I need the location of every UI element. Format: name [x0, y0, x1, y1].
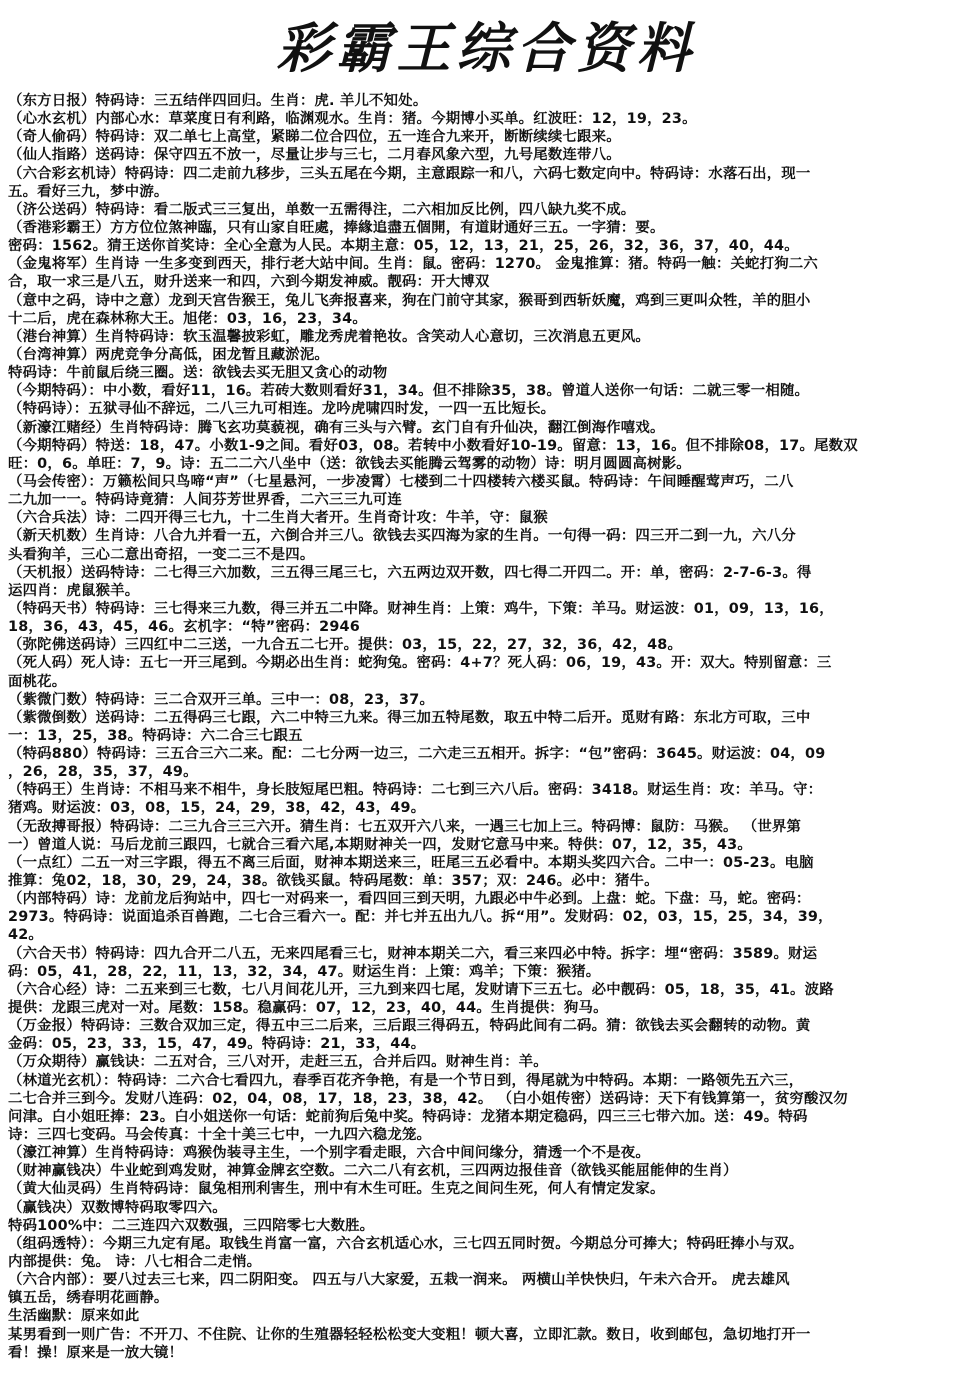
- text-line: （一点红）二五一对三字跟，得五不离三后面，财神本期送来三，旺尾三五必看中。本期头奖四六合。二中一：05-23。电脑: [8, 854, 814, 871]
- text-line: 推算：兔02，18，30，29，24，38。欲钱买鼠。特码尾数：单：357；双：246。必中：猪牛。: [8, 873, 659, 890]
- text-line: 看！操！原来是一放大镜！: [8, 1344, 184, 1361]
- text-line: （濠江神算）生肖特码诗：鸡猴伪装寻主生，一个别字看走眼，六合中间问缘分，猜透一个不是夜。: [8, 1145, 650, 1162]
- text-line: （林道光玄机）：特码诗：二六合七看四九，春季百花齐争艳，有是一个节日到，得尾就为中特码。本期：一路领先五六三，: [8, 1072, 804, 1089]
- text-line: （组码透特）：今期三九定有尾。取钱生肖富一富，六合玄机适心水，三七四五同时贺。今期总分可捧大；特码旺捧小与双。: [8, 1235, 804, 1252]
- text-line: （奇人偷码）特码诗：双二单七上高堂，紧睇二位合四位，五一连合九来开，断断续续七跟来。: [8, 129, 621, 146]
- text-line: （仙人指路）送码诗：保守四五不放一，尽量让步与三七，二月春风象六型，九号尾数连带八。: [8, 147, 621, 164]
- text-line: （今期特码）：中小数，看好11，16。若砖大数则看好31，34。但不排除35，38。曾道人送你一句话：二就三零一相随。: [8, 383, 810, 400]
- text-line: 二九加一一。特码诗竟猜：人间芬芳世界香，二六三三九可连: [8, 492, 402, 509]
- text-line: （心水玄机）内部心水：草菜度日有利路，临渊观水。生肖：猪。今期博小买单。红波旺：12，19，23。: [8, 111, 697, 128]
- text-line: （特码天书）特码诗：三七得来三九数，得三并五二中降。财神生肖：上策：鸡牛，下策：羊马。财运波：01，09，13，16，: [8, 600, 834, 617]
- text-content: [8, 92, 963, 1362]
- text-line: （无敌搏哥报）特码诗：二三九合三三六开。猜生肖：七五双开六八来，一遇三七加上三。特码博：鼠防：马猴。 （世界第: [8, 818, 802, 835]
- text-line: 二七合并三到今。发财八连码：02，04，08，17，18，23，38，42。 （白小姐传密）送码诗：天下有钱算第一，贫穷酸汉勿: [8, 1090, 848, 1107]
- text-line: （新天机数）生肖诗：八合九并看一五，六倒合并三八。欲钱去买四海为家的生肖。一句得一码：四三开二到一九，六八分: [8, 528, 796, 545]
- text-line: 42。: [8, 927, 44, 944]
- text-line: （内部特码）诗：龙前龙后狗站中，四七一对码来一，看四回三到天明，九跟必中牛必到。上盘：蛇。下盘：马，蛇。密码：: [8, 891, 811, 908]
- text-line: （东方日报）特码诗：三五结伴四回归。生肖：虎. 羊儿不知处。: [8, 93, 428, 109]
- text-line: （今期特码）特送：18，47。小数1-9之间。看好03，08。若转中小数看好10-19。留意：13，16。但不排除08，17。尾数双: [8, 437, 858, 454]
- text-line: 特码100%中：二三连四六双数强，三四陪零七大数胜。: [8, 1217, 375, 1234]
- text-line: （死人码）死人诗：五七一开三尾到。今期必出生肖：蛇狗兔。密码：4+7？死人码：06，19，43。开：双大。特别留意：三: [8, 655, 832, 672]
- text-line: 2973。特码诗：说面追杀百兽跑，二七合三看六一。配：并七并五出九八。拆“用”。发财码：02，03，15，25，34，39，: [8, 909, 833, 926]
- text-line: 猪鸡。财运波：03，08，15，24，29，38，42，43，49。: [8, 800, 426, 817]
- text-line: （香港彩霸王）方方位位煞神臨，只有山家自旺處，捧緣追盡五個開，有道財通好三五。一字猜：要。: [8, 219, 665, 236]
- text-line: （六合天书）特码诗：四九合开二八五，无来四尾看三七，财神本期关二六，看三来四必中特。拆字：埋“密码：3589。财运: [8, 945, 818, 962]
- text-line: 码：05，41，28，22，11，13，32，34，47。财运生肖：上策：鸡羊；下策：猴猪。: [8, 963, 601, 980]
- text-line: 密码：1562。猜王送你首奖诗：全心全意为人民。本期主意：05，12，13，21，25，26，32，36，37，40，44。: [8, 238, 799, 255]
- text-line: （弥陀佛送码诗）三四红中二三送，一九合五二七开。提供：03，15，22，27，32，36，42，48。: [8, 637, 683, 654]
- text-line: 内部提供：兔。 诗：八七相合二走悄。: [8, 1254, 262, 1270]
- text-line: 一）曾道人说：马后龙前三跟四，七就合三看六尾,本期财神关一四，发财它意马中来。特供：07，12，35，43。: [8, 836, 752, 853]
- text-line: 五。看好三九，梦中游。: [8, 183, 169, 200]
- text-line: （台湾神算）两虎竞争分高低，困龙暂且藏淤泥。: [8, 346, 329, 363]
- text-line: （特码王）生肖诗：不相马来不相牛，身长肢短尾巴粗。特码诗：二七到三六八后。密码：3418。财运生肖：攻：羊马。守：: [8, 782, 823, 799]
- text-line: 特码诗：牛前鼠后绕三圈。送：欲钱去买无胆又贪心的动物: [8, 365, 388, 382]
- text-line: （赢钱决）双数博特码取零四六。: [8, 1199, 227, 1216]
- text-line: （新濠江赌经）生肖特码诗：腾飞玄功莫藐视，确有三头与六臂。玄门自有升仙决，翻江倒海作嘻戏。: [8, 419, 665, 436]
- text-line: （马会传密）：万籁松间只鸟啼“声”（七星悬河，一步凌霄）七楼到二十四楼转六楼买鼠。特码诗：午间睡醒莺声巧，二八: [8, 473, 794, 490]
- text-line: 面桃花。: [8, 673, 67, 690]
- text-line: （黄大仙灵码）生肖特码诗：鼠兔相刑利害生，刑中有木生可旺。生克之间问生死，何人有情定发家。: [8, 1181, 665, 1198]
- text-line: （济公送码）特码诗：看二版式三三复出，单数一五需得注，二六相加反比例，四八缺九奖不成。: [8, 201, 636, 218]
- text-line: （紫微门数）特码诗：三二合双开三单。三中一：08，23，37。: [8, 691, 435, 708]
- text-line: 镇五岳，绣春明花画静。: [8, 1290, 169, 1307]
- text-line: 某男看到一则广告：不开刀、不住院、让你的生殖器轻轻松松变大变粗！顿大喜，立即汇款。数日，收到邮包，急切地打开一: [8, 1326, 811, 1343]
- text-line: （天机报）送码特诗：二七得三六加数，三五得三尾三七，六五两边双开数，四七得二开四二。开：单，密码：2-7-6-3。得: [8, 564, 812, 581]
- text-line: （六合彩玄机诗）特码诗：四二走前九移步，三头五尾在今期，主意跟踪一和八，六码七数定向中。特码诗：水落石出，现一: [8, 165, 811, 182]
- text-line: （紫微倒数）送码诗：二五得码三七跟，六二中特三九来。得三加五特尾数，取五中特二后开。觅财有路：东北方可取，三中: [8, 709, 811, 726]
- text-line: 合，取一求三是八五，财升送来一和四，六到今期发神威。靓码：开大博双: [8, 274, 490, 291]
- text-line: （特码880）特码诗：三五合三六二来。配：二七分两一边三，二六走三五相开。拆字：“包”密码：3645。财运波：04，09: [8, 746, 826, 763]
- text-line: （万众期待）赢钱诀：二五对合，三八对开，走赶三五，合并后四。财神生肖：羊。: [8, 1054, 548, 1071]
- text-line: ，26，28，35，37，49。: [8, 764, 198, 781]
- text-line: （港台神算）生肖特码诗：软玉温馨披彩虹，雕龙秀虎着艳妆。含笑动人心意切，三次消息五更风。: [8, 328, 650, 345]
- text-line: 十二后，虎在森林称大王。旭佬：03，16，23，34。: [8, 310, 367, 327]
- text-line: 诗：三四七变码。马会传真：十全十美三七中，一九四六稳龙笼。: [8, 1127, 432, 1144]
- text-line: （特码诗）：五狱寻仙不辞远，二八三九可相连。龙吟虎啸四时发，一四一五比短长。: [8, 401, 556, 418]
- text-line: （六合心经）诗：二五来到三七数，七八月间花儿开，三九到来四七尾，发财请下三五七。必中靓码：05，18，35，41。波路: [8, 981, 834, 998]
- text-line: 旺：0，6。单旺：7，9。诗：五二二六八坐中（送：欲钱去买能腾云驾雾的动物）诗：明月圆圆高树影。: [8, 455, 691, 472]
- text-line: 生活幽默：原来如此: [8, 1308, 140, 1325]
- text-line: （金鬼将军）生肖诗 一生多变到西天，排行老大站中间。生肖：鼠。密码：1270。 金鬼推算：猪。特码一触：关蛇打狗二六: [8, 256, 818, 273]
- text-line: 18，36，43，45，46。玄机字：“特”密码：2946: [8, 619, 360, 636]
- text-line: （意中之码，诗中之意）龙到天宫告猴王，兔儿飞奔报喜来，狗在门前守其家，猴哥到西斩妖魔，鸡到三更叫众牲，羊的胆小: [8, 292, 811, 309]
- text-line: 提供：龙跟三虎对一对。尾数：158。稳赢码：07，12，23，40，44。生肖提供：狗马。: [8, 1000, 608, 1017]
- text-line: 头看狗羊，三心二意出奇招，一变二三不是四。: [8, 546, 315, 563]
- text-line: 金码：05，23，33，15，47，49。特码诗：21，33，44。: [8, 1036, 426, 1053]
- text-line: 一：13，25，38。特码诗：六二合三七跟五: [8, 727, 303, 744]
- text-line: 运四肖：虎鼠猴羊。: [8, 582, 140, 599]
- text-line: （财神赢钱决）牛业蛇到鸡发财，神算金牌玄空数。二六二八有玄机，三四两边报佳音（欲钱买能屈能伸的生肖）: [8, 1163, 738, 1180]
- text-line: （万金报）特码诗：三数合双加三定，得五中三二后来，三后跟三得码五，特码此间有二码。猜：欲钱去买会翻转的动物。黄: [8, 1018, 811, 1035]
- page-title: 彩霸王综合资料: [276, 16, 697, 80]
- text-line: 问津。白小姐旺捧：23。白小姐送你一句话：蛇前狗后兔中奖。特码诗：龙猪本期定稳码，四三三七带六加。送：49。特码: [8, 1108, 808, 1125]
- text-line: （六合兵法）诗：二四开得三七九，十二生肖大者开。生肖奇计攻：牛羊，守：鼠猴: [8, 510, 548, 527]
- text-line: （六合内部）：要八过去三七来，四二阴阳变。 四五与八大家爱，五栽一润来。 两横山羊快快归，午未六合开。 虎去雄风: [8, 1272, 790, 1289]
